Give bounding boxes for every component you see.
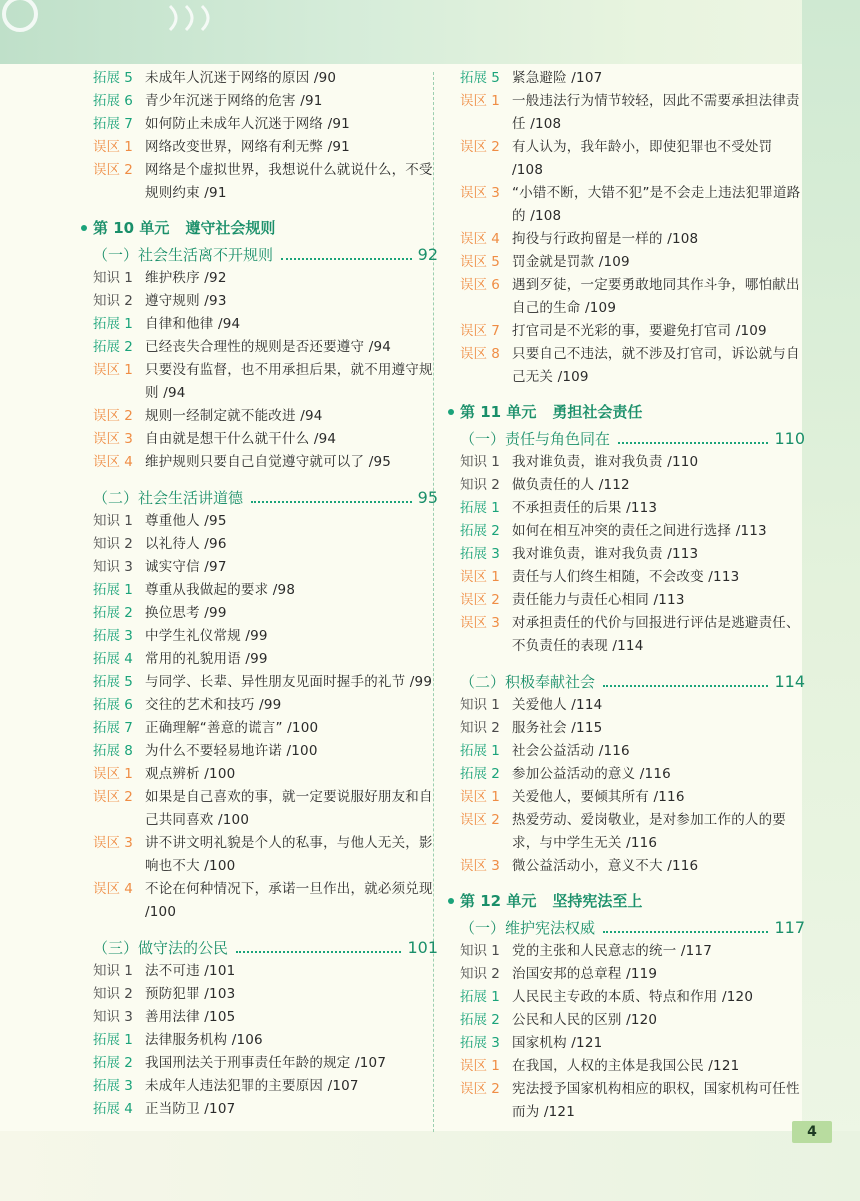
entry-text: 法不可违 /101 (145, 963, 236, 979)
entry-tag: 拓展 2 (460, 766, 500, 782)
entry-tag: 知识 2 (460, 720, 500, 736)
entry-tag: 拓展 3 (93, 628, 133, 644)
unit-name: 遵守社会规则 (185, 219, 276, 237)
entry-text: 已经丧失合理性的规则是否还要遵守 /94 (145, 339, 392, 355)
section-page: 92 (417, 245, 438, 264)
toc-entry (93, 336, 438, 359)
toc-entry (93, 1052, 438, 1075)
toc-entry (460, 90, 805, 136)
entry-tag: 拓展 1 (460, 500, 500, 516)
unit-label: 第 11 单元 (460, 403, 537, 421)
dot-leader (281, 258, 412, 260)
entry-tag: 误区 1 (460, 569, 500, 585)
entry-tag: 误区 1 (93, 362, 133, 378)
toc-entry (460, 251, 805, 274)
entry-text: 有人认为，我年龄小，即使犯罪也不受处罚 /108 (512, 139, 773, 178)
entry-tag: 误区 2 (460, 139, 500, 155)
toc-entry (460, 740, 805, 763)
entry-tag: 拓展 5 (93, 70, 133, 86)
entry-text: “小错不断，大错不犯”是不会走上违法犯罪道路的 /108 (512, 185, 801, 224)
toc-entry (93, 648, 438, 671)
entry-text: 规则一经制定就不能改进 /94 (145, 408, 323, 424)
entry-tag: 误区 2 (460, 812, 500, 828)
entry-text: 宪法授予国家机构相应的职权，国家机构可任性而为 /121 (512, 1081, 800, 1120)
toc-entry (93, 510, 438, 533)
entry-text: 如何防止未成年人沉迷于网络 /91 (145, 116, 350, 132)
unit-heading (93, 215, 438, 241)
entry-tag: 误区 5 (460, 254, 500, 270)
toc-entry (460, 763, 805, 786)
entry-tag: 拓展 5 (460, 70, 500, 86)
entry-text: 常用的礼貌用语 /99 (145, 651, 268, 667)
section-heading (460, 670, 805, 694)
entry-tag: 误区 1 (460, 93, 500, 109)
entry-tag: 误区 1 (460, 789, 500, 805)
toc-entry (93, 1029, 438, 1052)
bullet-dot-icon (81, 225, 87, 231)
toc-entry (93, 579, 438, 602)
toc-entry (93, 763, 438, 786)
entry-tag: 知识 2 (460, 966, 500, 982)
entry-tag: 拓展 5 (93, 674, 133, 690)
entry-tag: 误区 7 (460, 323, 500, 339)
page-number: 4 (792, 1121, 832, 1143)
entry-text: 对承担责任的代价与回报进行评估是逃避责任、不负责任的表现 /114 (512, 615, 800, 654)
entry-tag: 拓展 1 (93, 1032, 133, 1048)
entry-tag: 拓展 7 (93, 116, 133, 132)
toc-entry (460, 1009, 805, 1032)
toc-entry (460, 589, 805, 612)
entry-tag: 误区 2 (460, 592, 500, 608)
entry-tag: 知识 1 (93, 513, 133, 529)
entry-text: 拘役与行政拘留是一样的 /108 (512, 231, 699, 247)
entry-text: 尊重从我做起的要求 /98 (145, 582, 296, 598)
entry-tag: 拓展 2 (93, 605, 133, 621)
toc-entry (460, 451, 805, 474)
entry-text: 预防犯罪 /103 (145, 986, 236, 1002)
entry-tag: 误区 6 (460, 277, 500, 293)
entry-text: 责任能力与责任心相同 /113 (512, 592, 685, 608)
right-decor-band (802, 0, 860, 1201)
toc-entry (460, 612, 805, 658)
unit-name: 勇担社会责任 (552, 403, 643, 421)
entry-text: 青少年沉迷于网络的危害 /91 (145, 93, 323, 109)
bottom-decor-band (0, 1131, 860, 1201)
dot-leader (603, 931, 768, 933)
toc-entry (460, 320, 805, 343)
entry-text: 与同学、长辈、异性朋友见面时握手的礼节 /99 (145, 674, 433, 690)
entry-tag: 知识 2 (460, 477, 500, 493)
entry-tag: 拓展 6 (93, 93, 133, 109)
entry-text: 服务社会 /115 (512, 720, 603, 736)
toc-entry (460, 1032, 805, 1055)
entry-tag: 误区 3 (93, 835, 133, 851)
toc-entry (460, 809, 805, 855)
toc-entry (460, 855, 805, 878)
toc-entry (93, 67, 438, 90)
toc-entry (460, 474, 805, 497)
entry-tag: 误区 4 (93, 881, 133, 897)
entry-text: 关爱他人，要倾其所有 /116 (512, 789, 685, 805)
entry-text: 未成年人违法犯罪的主要原因 /107 (145, 1078, 359, 1094)
entry-tag: 知识 1 (460, 454, 500, 470)
entry-tag: 知识 1 (460, 943, 500, 959)
entry-tag: 拓展 3 (460, 546, 500, 562)
entry-text: 诚实守信 /97 (145, 559, 227, 575)
entry-tag: 误区 3 (460, 185, 500, 201)
toc-entry (460, 136, 805, 182)
entry-tag: 知识 2 (93, 536, 133, 552)
entry-text: 为什么不要轻易地许诺 /100 (145, 743, 318, 759)
entry-text: 一般违法行为情节较轻，因此不需要承担法律责任 /108 (512, 93, 800, 132)
entry-text: 治国安邦的总章程 /119 (512, 966, 658, 982)
entry-text: 我国刑法关于刑事责任年龄的规定 /107 (145, 1055, 387, 1071)
dot-leader (236, 951, 401, 953)
entry-tag: 拓展 3 (460, 1035, 500, 1051)
entry-tag: 知识 1 (460, 697, 500, 713)
toc-entry (460, 566, 805, 589)
entry-text: 正当防卫 /107 (145, 1101, 236, 1117)
entry-text: 国家机构 /121 (512, 1035, 603, 1051)
toc-entry (93, 786, 438, 832)
dot-leader (618, 442, 768, 444)
entry-text: 公民和人民的区别 /120 (512, 1012, 658, 1028)
entry-tag: 误区 2 (93, 162, 133, 178)
entry-text: 只要没有监督，也不用承担后果，就不用遵守规则 /94 (145, 362, 433, 401)
section-page: 101 (407, 938, 438, 957)
toc-entry (460, 986, 805, 1009)
entry-tag: 误区 1 (93, 139, 133, 155)
toc-entry (93, 136, 438, 159)
entry-text: 交往的艺术和技巧 /99 (145, 697, 282, 713)
toc-entry (93, 159, 438, 205)
toc-entry (93, 113, 438, 136)
entry-tag: 拓展 7 (93, 720, 133, 736)
entry-text: 不承担责任的后果 /113 (512, 500, 658, 516)
entry-text: 罚金就是罚款 /109 (512, 254, 630, 270)
entry-tag: 拓展 4 (93, 651, 133, 667)
entry-text: 人民民主专政的本质、特点和作用 /120 (512, 989, 754, 1005)
toc-entry (93, 960, 438, 983)
toc-entry (460, 963, 805, 986)
entry-text: 中学生礼仪常规 /99 (145, 628, 268, 644)
entry-tag: 拓展 1 (460, 743, 500, 759)
toc-entry (93, 359, 438, 405)
entry-text: 责任与人们终生相随，不会改变 /113 (512, 569, 740, 585)
entry-tag: 拓展 2 (460, 523, 500, 539)
entry-text: 网络改变世界，网络有利无弊 /91 (145, 139, 350, 155)
entry-tag: 误区 4 (460, 231, 500, 247)
entry-tag: 误区 2 (93, 789, 133, 805)
entry-tag: 知识 2 (93, 986, 133, 1002)
entry-text: 打官司是不光彩的事，要避免打官司 /109 (512, 323, 767, 339)
section-heading (93, 936, 438, 960)
toc-entry (93, 878, 438, 924)
entry-tag: 知识 3 (93, 1009, 133, 1025)
toc-entry (460, 497, 805, 520)
unit-label: 第 10 单元 (93, 219, 170, 237)
entry-tag: 拓展 1 (93, 316, 133, 332)
section-page: 114 (774, 672, 805, 691)
toc-entry (460, 1055, 805, 1078)
entry-text: 在我国，人权的主体是我国公民 /121 (512, 1058, 740, 1074)
entry-tag: 拓展 2 (93, 1055, 133, 1071)
toc-entry (93, 428, 438, 451)
section-page: 110 (774, 429, 805, 448)
unit-label: 第 12 单元 (460, 892, 537, 910)
dot-leader (251, 501, 412, 503)
bullet-dot-icon (448, 409, 454, 415)
entry-tag: 误区 3 (93, 431, 133, 447)
section-title: （一）维护宪法权威 (460, 919, 596, 937)
entry-tag: 知识 1 (93, 963, 133, 979)
entry-text: 不论在何种情况下，承诺一旦作出，就必须兑现 /100 (145, 881, 433, 920)
entry-tag: 拓展 1 (460, 989, 500, 1005)
toc-entry (460, 940, 805, 963)
toc-entry (460, 1078, 805, 1124)
toc-entry (93, 313, 438, 336)
entry-text: 未成年人沉迷于网络的原因 /90 (145, 70, 337, 86)
entry-text: 关爱他人 /114 (512, 697, 603, 713)
toc-entry (460, 228, 805, 251)
toc-entry (460, 274, 805, 320)
section-heading (460, 427, 805, 451)
section-title: （一）社会生活离不开规则 (93, 246, 274, 264)
toc-entry (93, 1098, 438, 1121)
entry-text: 微公益活动小，意义不大 /116 (512, 858, 699, 874)
entry-tag: 误区 3 (460, 615, 500, 631)
toc-entry (93, 405, 438, 428)
toc-entry (93, 602, 438, 625)
toc-entry (93, 451, 438, 474)
entry-text: 自由就是想干什么就干什么 /94 (145, 431, 337, 447)
entry-text: 如何在相互冲突的责任之间进行选择 /113 (512, 523, 767, 539)
entry-tag: 误区 1 (460, 1058, 500, 1074)
entry-tag: 拓展 4 (93, 1101, 133, 1117)
entry-tag: 误区 1 (93, 766, 133, 782)
section-page: 95 (417, 488, 438, 507)
section-page: 117 (774, 918, 805, 937)
section-title: （一）责任与角色同在 (460, 430, 611, 448)
entry-text: 观点辨析 /100 (145, 766, 236, 782)
toc-entry (93, 1006, 438, 1029)
entry-tag: 误区 8 (460, 346, 500, 362)
entry-text: 尊重他人 /95 (145, 513, 227, 529)
bullet-dot-icon (448, 898, 454, 904)
toc-entry (93, 533, 438, 556)
entry-text: 只要自己不违法，就不涉及打官司，诉讼就与自己无关 /109 (512, 346, 800, 385)
toc-entry (93, 694, 438, 717)
unit-heading (460, 399, 805, 425)
entry-tag: 拓展 1 (93, 582, 133, 598)
toc-left-column (93, 67, 438, 1121)
toc-entry (93, 625, 438, 648)
entry-tag: 误区 3 (460, 858, 500, 874)
entry-text: 遇到歹徒，一定要勇敢地同其作斗争，哪怕献出自己的生命 /109 (512, 277, 800, 316)
unit-heading (460, 888, 805, 914)
entry-text: 自律和他律 /94 (145, 316, 241, 332)
entry-text: 善用法律 /105 (145, 1009, 236, 1025)
entry-text: 社会公益活动 /116 (512, 743, 630, 759)
entry-text: 换位思考 /99 (145, 605, 227, 621)
entry-text: 维护秩序 /92 (145, 270, 227, 286)
entry-tag: 拓展 6 (93, 697, 133, 713)
section-heading (93, 243, 438, 267)
entry-text: 网络是个虚拟世界，我想说什么就说什么，不受规则约束 /91 (145, 162, 433, 201)
entry-tag: 误区 4 (93, 454, 133, 470)
entry-text: 参加公益活动的意义 /116 (512, 766, 671, 782)
entry-text: 遵守规则 /93 (145, 293, 227, 309)
toc-entry (93, 267, 438, 290)
entry-tag: 知识 3 (93, 559, 133, 575)
toc-entry (460, 520, 805, 543)
toc-entry (93, 1075, 438, 1098)
entry-text: 正确理解“善意的谎言” /100 (145, 720, 319, 736)
toc-entry (460, 67, 805, 90)
section-heading (460, 916, 805, 940)
toc-entry (460, 694, 805, 717)
top-decor-band (0, 0, 860, 64)
toc-entry (460, 343, 805, 389)
entry-tag: 知识 1 (93, 270, 133, 286)
toc-entry (460, 717, 805, 740)
section-title: （三）做守法的公民 (93, 939, 229, 957)
toc-entry (93, 671, 438, 694)
entry-text: 法律服务机构 /106 (145, 1032, 263, 1048)
entry-text: 我对谁负责，谁对我负责 /113 (512, 546, 699, 562)
toc-entry (93, 717, 438, 740)
entry-text: 做负责任的人 /112 (512, 477, 630, 493)
toc-right-column (460, 67, 805, 1124)
toc-entry (460, 182, 805, 228)
unit-name: 坚持宪法至上 (552, 892, 643, 910)
entry-tag: 误区 2 (460, 1081, 500, 1097)
section-title: （二）积极奉献社会 (460, 673, 596, 691)
entry-text: 热爱劳动、爱岗敬业，是对参加工作的人的要求，与中学生无关 /116 (512, 812, 786, 851)
section-title: （二）社会生活讲道德 (93, 489, 244, 507)
toc-entry (93, 290, 438, 313)
entry-tag: 拓展 8 (93, 743, 133, 759)
toc-entry (93, 832, 438, 878)
dot-leader (603, 685, 768, 687)
entry-tag: 拓展 3 (93, 1078, 133, 1094)
entry-text: 我对谁负责，谁对我负责 /110 (512, 454, 699, 470)
entry-text: 以礼待人 /96 (145, 536, 227, 552)
entry-tag: 误区 2 (93, 408, 133, 424)
toc-entry (460, 786, 805, 809)
toc-entry (93, 740, 438, 763)
toc-entry (460, 543, 805, 566)
entry-tag: 知识 2 (93, 293, 133, 309)
entry-text: 党的主张和人民意志的统一 /117 (512, 943, 713, 959)
entry-tag: 拓展 2 (460, 1012, 500, 1028)
toc-entry (93, 983, 438, 1006)
entry-text: 紧急避险 /107 (512, 70, 603, 86)
toc-entry (93, 556, 438, 579)
entry-text: 如果是自己喜欢的事，就一定要说服好朋友和自己共同喜欢 /100 (145, 789, 433, 828)
entry-text: 讲不讲文明礼貌是个人的私事，与他人无关，影响也不大 /100 (145, 835, 433, 874)
entry-text: 维护规则只要自己自觉遵守就可以了 /95 (145, 454, 392, 470)
entry-tag: 拓展 2 (93, 339, 133, 355)
toc-entry (93, 90, 438, 113)
section-heading (93, 486, 438, 510)
